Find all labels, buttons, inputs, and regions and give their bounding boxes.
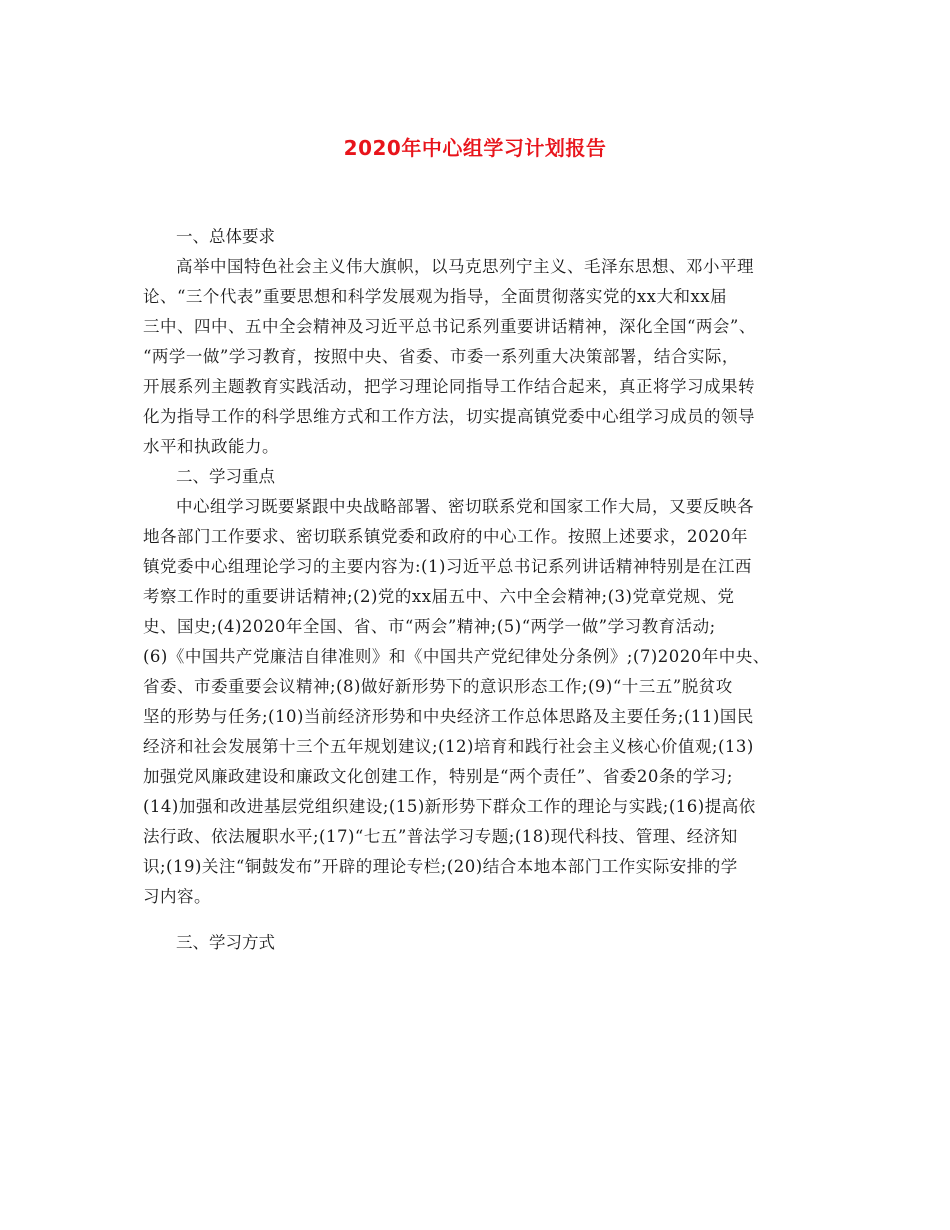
paragraph-line: “两学一做”学习教育，按照中央、省委、市委一系列重大决策部署，结合实际， [143, 347, 739, 366]
paragraph-line: 三中、四中、五中全会精神及习近平总书记系列重要讲话精神，深化全国“两会”、 [143, 317, 756, 336]
paragraph-line: 坚的形势与任务;(10)当前经济形势和中央经济工作总体思路及主要任务;(11)国民 [143, 707, 754, 726]
paragraph-line: 中心组学习既要紧跟中央战略部署、密切联系党和国家工作大局，又要反映各 [176, 497, 754, 516]
paragraph-line: (6)《中国共产党廉洁自律准则》和《中国共产党纪律处分条例》;(7)2020年中央、 [143, 647, 770, 666]
section-heading-study-method: 三、学习方式 [176, 933, 275, 952]
paragraph-line: 开展系列主题教育实践活动，把学习理论同指导工作结合起来，真正将学习成果转 [143, 377, 755, 396]
paragraph-line: 高举中国特色社会主义伟大旗帜，以马克思列宁主义、毛泽东思想、邓小平理 [176, 257, 754, 276]
paragraph-line: 经济和社会发展第十三个五年规划建议;(12)培育和践行社会主义核心价值观;(13) [143, 737, 754, 756]
section-paragraph-overall-requirements [143, 252, 811, 462]
section-paragraph-study-focus [143, 492, 811, 912]
paragraph-line: 习内容。 [143, 887, 211, 906]
paragraph-line: 识;(19)关注“铜鼓发布”开辟的理论专栏;(20)结合本地本部门工作实际安排的学 [143, 857, 738, 876]
paragraph-line: 论、“三个代表”重要思想和科学发展观为指导，全面贯彻落实党的xx大和xx届 [143, 287, 728, 306]
paragraph-line: 考察工作时的重要讲话精神;(2)党的xx届五中、六中全会精神;(3)党章党规、党 [143, 587, 735, 606]
section-heading-study-focus: 二、学习重点 [176, 467, 275, 486]
paragraph-line: 省委、市委重要会议精神;(8)做好新形势下的意识形态工作;(9)“十三五”脱贫攻 [143, 677, 733, 696]
paragraph-line: 水平和执政能力。 [143, 437, 279, 456]
document-body [143, 222, 811, 958]
paragraph-line: 加强党风廉政建设和廉政文化创建工作，特别是“两个责任”、省委20条的学习; [143, 767, 733, 786]
document-title: 2020年中心组学习计划报告 [343, 136, 607, 160]
paragraph-line: (14)加强和改进基层党组织建设;(15)新形势下群众工作的理论与实践;(16)提高依 [143, 797, 756, 816]
section-heading-overall-requirements: 一、总体要求 [176, 227, 275, 246]
paragraph-line: 镇党委中心组理论学习的主要内容为:(1)习近平总书记系列讲话精神特别是在江西 [143, 557, 752, 576]
paragraph-line: 地各部门工作要求、密切联系镇党委和政府的中心工作。按照上述要求，2020年 [143, 527, 748, 546]
paragraph-line: 法行政、依法履职水平;(17)“七五”普法学习专题;(18)现代科技、管理、经济知 [143, 827, 738, 846]
paragraph-line: 化为指导工作的科学思维方式和工作方法，切实提高镇党委中心组学习成员的领导 [143, 407, 755, 426]
paragraph-line: 史、国史;(4)2020年全国、省、市“两会”精神;(5)“两学一做”学习教育活动; [143, 617, 716, 636]
